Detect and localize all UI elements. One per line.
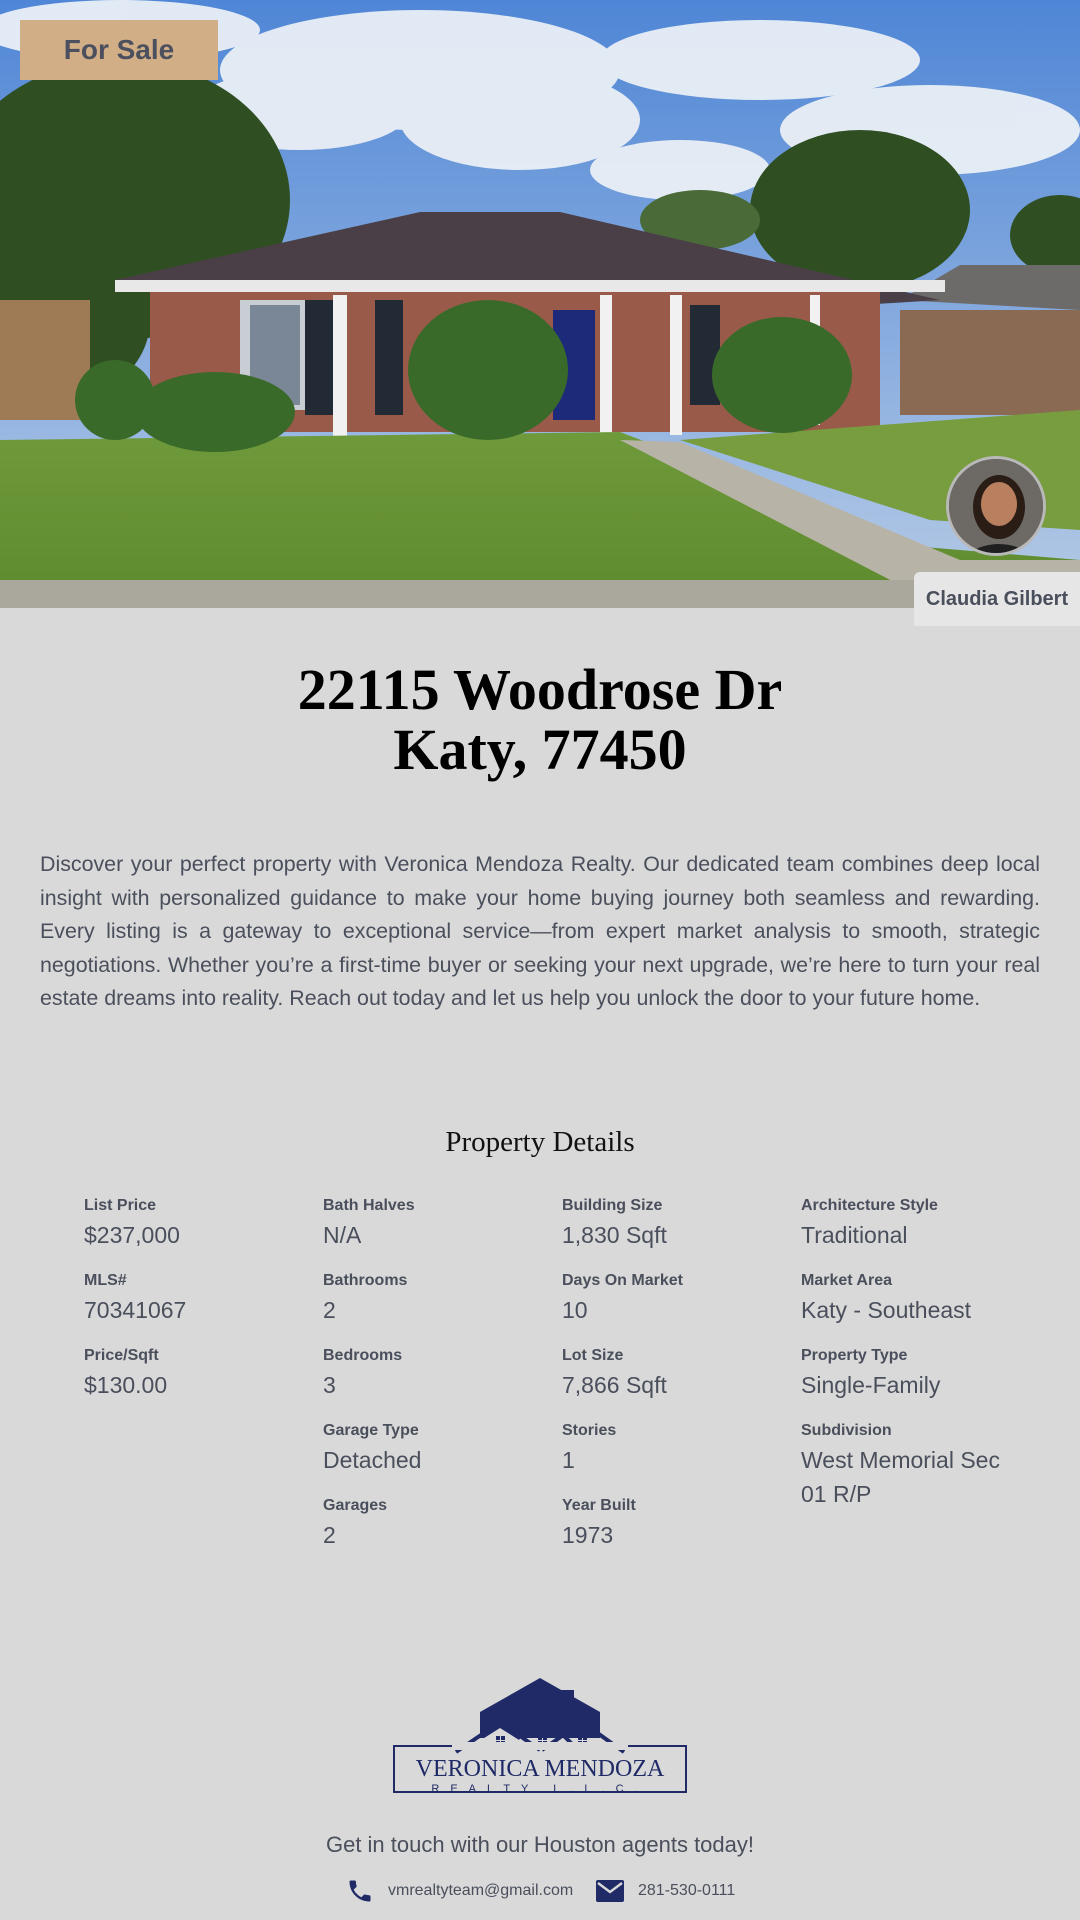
detail-value: 2: [323, 1522, 336, 1548]
detail-value: 3: [323, 1372, 336, 1398]
detail-item: [562, 1346, 802, 1421]
details-column-1: [84, 1196, 324, 1421]
email-contact[interactable]: [346, 1876, 573, 1906]
agent-name-tag[interactable]: [914, 572, 1080, 626]
detail-value: Traditional: [801, 1222, 908, 1248]
detail-label: List Price: [84, 1197, 157, 1214]
detail-value: 1,830 Sqft: [562, 1222, 667, 1248]
detail-item: [801, 1346, 1001, 1421]
detail-item: [562, 1496, 802, 1571]
address-city-zip: Katy, 77450: [393, 717, 687, 782]
detail-item: [801, 1196, 1001, 1271]
detail-label: Bath Halves: [323, 1197, 415, 1214]
detail-item: [84, 1196, 324, 1271]
detail-label: Subdivision: [801, 1422, 892, 1439]
detail-label: MLS#: [84, 1272, 127, 1289]
detail-label: Garage Type: [323, 1422, 419, 1439]
property-address: [0, 657, 1080, 782]
detail-value: 1973: [562, 1522, 614, 1548]
detail-label: Property Type: [801, 1347, 908, 1364]
mail-icon: [596, 1880, 624, 1902]
email-address[interactable]: vmrealtyteam@gmail.com: [388, 1882, 574, 1899]
detail-value: Katy - Southeast: [801, 1297, 972, 1323]
detail-value: 7,866 Sqft: [562, 1372, 667, 1398]
detail-value: West Memorial Sec 01 R/P: [801, 1447, 1000, 1507]
contact-cta: Get in touch with our Houston agents today!: [325, 1832, 755, 1857]
detail-value: $237,000: [84, 1222, 180, 1248]
detail-label: Stories: [562, 1422, 617, 1439]
hero-photo: [0, 0, 1080, 608]
detail-label: Year Built: [562, 1497, 636, 1514]
detail-label: Garages: [323, 1497, 388, 1514]
detail-label: Lot Size: [562, 1347, 624, 1364]
phone-icon: [346, 1877, 374, 1905]
detail-value: Detached: [323, 1447, 422, 1473]
detail-item: [323, 1346, 563, 1421]
detail-item: [323, 1496, 563, 1571]
logo-company-name: VERONICA MENDOZA: [415, 1756, 665, 1782]
detail-value: 70341067: [84, 1297, 187, 1323]
detail-label: Days On Market: [562, 1272, 683, 1289]
detail-item: [323, 1196, 563, 1271]
detail-item: [84, 1271, 324, 1346]
house-photo: [0, 0, 1080, 608]
details-column-3: [562, 1196, 802, 1571]
detail-item: [562, 1271, 802, 1346]
detail-item: [562, 1421, 802, 1496]
detail-item: [801, 1421, 1001, 1507]
property-description: Discover your perfect property with Veronica Mendoza Realty. Our dedicated team combines deep local insight with personalized guidance to make your home buying journey both seamless and rewarding. Every listing is a gateway to exceptional service—from expert market analysis to smooth, strategic negotiations. Whether you’re a first-time buyer or seeking your next upgrade, we’re here to turn your real estate dreams into reality. Reach out today and let us help you unlock the door to your future home.: [40, 852, 1040, 1010]
detail-label: Architecture Style: [801, 1197, 938, 1214]
detail-item: [801, 1271, 1001, 1346]
detail-item: [562, 1196, 802, 1271]
detail-item: [323, 1421, 563, 1496]
details-column-4: [801, 1196, 1001, 1507]
detail-value: N/A: [323, 1222, 362, 1248]
detail-label: Building Size: [562, 1197, 663, 1214]
detail-label: Market Area: [801, 1272, 893, 1289]
detail-value: Single-Family: [801, 1372, 941, 1398]
detail-value: 10: [562, 1297, 588, 1323]
property-details-heading: Property Details: [445, 1126, 635, 1158]
phone-number[interactable]: 281-530-0111: [638, 1882, 736, 1899]
logo-company-sub: REALTY L.L.C.: [431, 1783, 649, 1795]
detail-value: $130.00: [84, 1372, 168, 1398]
for-sale-badge: [20, 20, 218, 80]
address-street: 22115 Woodrose Dr: [297, 657, 783, 722]
detail-label: Bedrooms: [323, 1347, 403, 1364]
for-sale-label: For Sale: [63, 34, 175, 65]
agent-avatar[interactable]: [946, 456, 1046, 556]
detail-item: [323, 1271, 563, 1346]
detail-label: Bathrooms: [323, 1272, 408, 1289]
detail-item: [84, 1346, 324, 1421]
agent-name: Claudia Gilbert: [925, 587, 1069, 610]
detail-value: 2: [323, 1297, 336, 1323]
company-logo: [392, 1676, 688, 1798]
detail-value: 1: [562, 1447, 575, 1473]
phone-contact[interactable]: [596, 1876, 735, 1906]
details-column-2: [323, 1196, 563, 1571]
detail-label: Price/Sqft: [84, 1347, 159, 1364]
